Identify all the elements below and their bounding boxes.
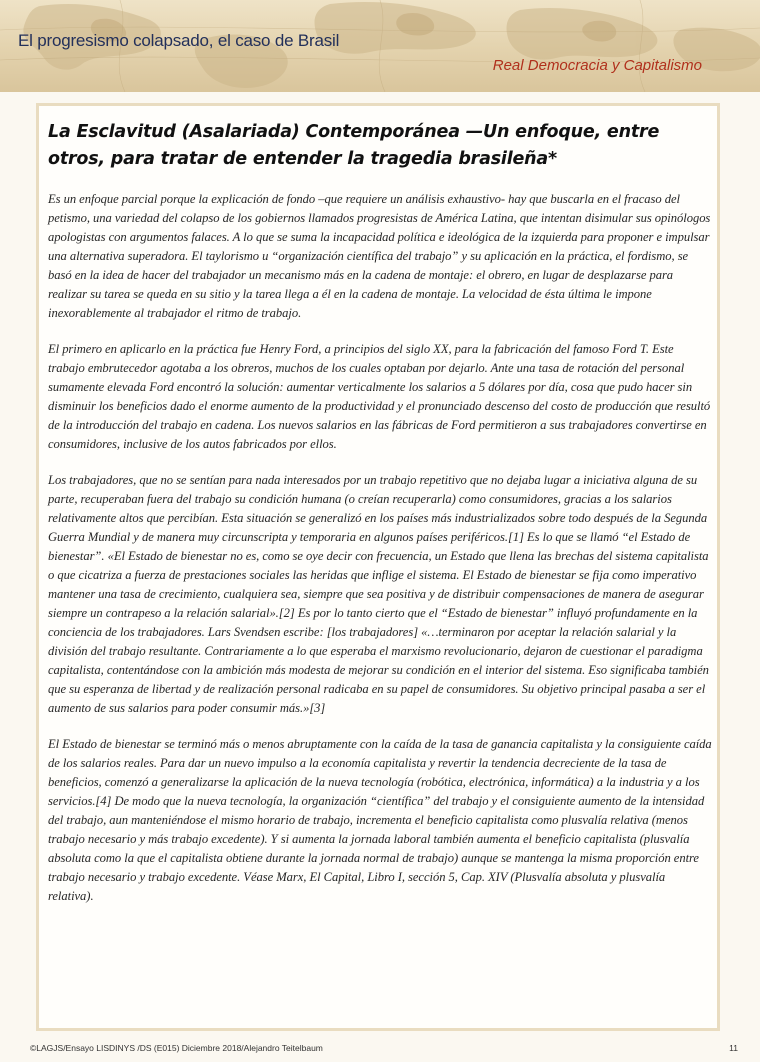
article-title: La Esclavitud (Asalariada) Contemporánea —Un enfoque, entre otros, para tratar de entender la tragedia brasileña* <box>48 122 660 169</box>
paragraph-4: El Estado de bienestar se terminó más o menos abruptamente con la caída de la tasa de ganancia capitalista y la consiguiente caída de los salarios reales. Para dar un nuevo impulso a la economía capitalista y revertir la tendencia decreciente de la tasa de beneficios, comenzó a generalizarse la aplicación de la nueva tecnología (robótica, electrónica, informática) a la industria y a los servicios.[4] De modo que la nueva tecnología, la organización “científica” del trabajo y el consiguiente aumento de la intensidad del trabajo, aun manteniéndose el mismo horario de trabajo, incrementa el beneficio capitalista como plusvalía relativa (menos trabajo necesario y más trabajo excedente). Y si aumenta la jornada laboral también aumenta el beneficio capitalista (plusvalía absoluta como la que el capitalista obtiene durante la jornada normal de trabajo) aunque se mantenga la misma proporción entre trabajo necesario y trabajo excedente. Véase Marx, El Capital, Libro I, sección 5, Cap. XIV (Plusvalía absoluta y plusvalía relativa). <box>48 737 712 903</box>
page-number: 11 <box>729 1043 738 1053</box>
article-body <box>48 190 712 923</box>
header-banner <box>0 0 760 92</box>
paragraph-1: Es un enfoque parcial porque la explicación de fondo –que requiere un análisis exhaustivo- hay que buscarla en el fracaso del petismo, una variedad del colapso de los gobiernos llamados progresistas de América Latina, que intentan disimular sus opinólogos apologistas con argumentos falaces. A lo que se suma la incapacidad política e ideológica de la izquierda para proponer e impulsar una alternativa superadora. El taylorismo u “organización científica del trabajo” y su aplicación en la práctica, el fordismo, se basó en la idea de hacer del trabajador un mecanismo más en la cadena de montaje: el obrero, en lugar de desplazarse para realizar su tarea se queda en su sitio y la tarea llega a él en la cadena de montaje. La velocidad de ésta última le impone inexorablemente al trabajador el ritmo de trabajo. <box>48 192 711 320</box>
header-subtitle: Real Democracia y Capitalismo <box>492 57 702 74</box>
footer-credit: ©LAGJS/Ensayo LISDINYS /DS (E015) Diciembre 2018/Alejandro Teitelbaum <box>30 1043 323 1053</box>
header-title: El progresismo colapsado, el caso de Brasil <box>18 31 340 50</box>
paragraph-2: El primero en aplicarlo en la práctica fue Henry Ford, a principios del siglo XX, para la fabricación del famoso Ford T. Este trabajo embrutecedor agotaba a los obreros, muchos de los cuales optaban por dejarlo. Ante una tasa de rotación del personal sumamente elevada Ford encontró la solución: aumentar verticalmente los salarios a 5 dólares por día, cosa que pudo hacer sin disminuir los beneficios dado el enorme aumento de la productividad y el pronunciado descenso del costo de producción que resultó de la introducción del trabajo en cadena. Los nuevos salarios en las fábricas de Ford permitieron a sus trabajadores convertirse en consumidores, inclusive de los autos fabricados por ellos. <box>48 342 711 451</box>
paragraph-3: Los trabajadores, que no se sentían para nada interesados por un trabajo repetitivo que no dejaba lugar a iniciativa alguna de su parte, recuperaban fuera del trabajo su condición humana (o creían recuperarla) como consumidores, gracias a los salarios relativamente altos que percibían. Esta situación se generalizó en los países más industrializados sobre todo después de la Segunda Guerra Mundial y de manera muy circunscripta y temporaria en algunos países periféricos.[1] Es lo que se llamó “el Estado de bienestar”. «El Estado de bienestar no es, como se oye decir con frecuencia, un Estado que llena las brechas del sistema capitalista o que cicatriza a fuerza de prestaciones sociales las heridas que inflige el sistema. El Estado de bienestar se fija como imperativo mantener una tasa de crecimiento, cualquiera sea, siempre que sea positiva y de distribuir compensaciones de manera de asegurar siempre un contrapeso a la relación salarial».[2] Es por lo tanto cierto que el “Estado de bienestar” influyó profundamente en la conciencia de los trabajadores. Lars Svendsen escribe: [los trabajadores] «…terminaron por aceptar la relación salarial y la división del trabajo resultante. Contrariamente a lo que esperaba el marxismo revolucionario, dejaron de cuestionar el paradigma capitalista, contentándose con la ambición más modesta de mejorar su condición en el interior del sistema. Eso significaba también que su esperanza de libertad y de realización personal radicaba en su papel de consumidores. Su objetivo principal pasaba a ser el aumento de sus salarios para poder consumir más.»[3] <box>48 473 709 715</box>
